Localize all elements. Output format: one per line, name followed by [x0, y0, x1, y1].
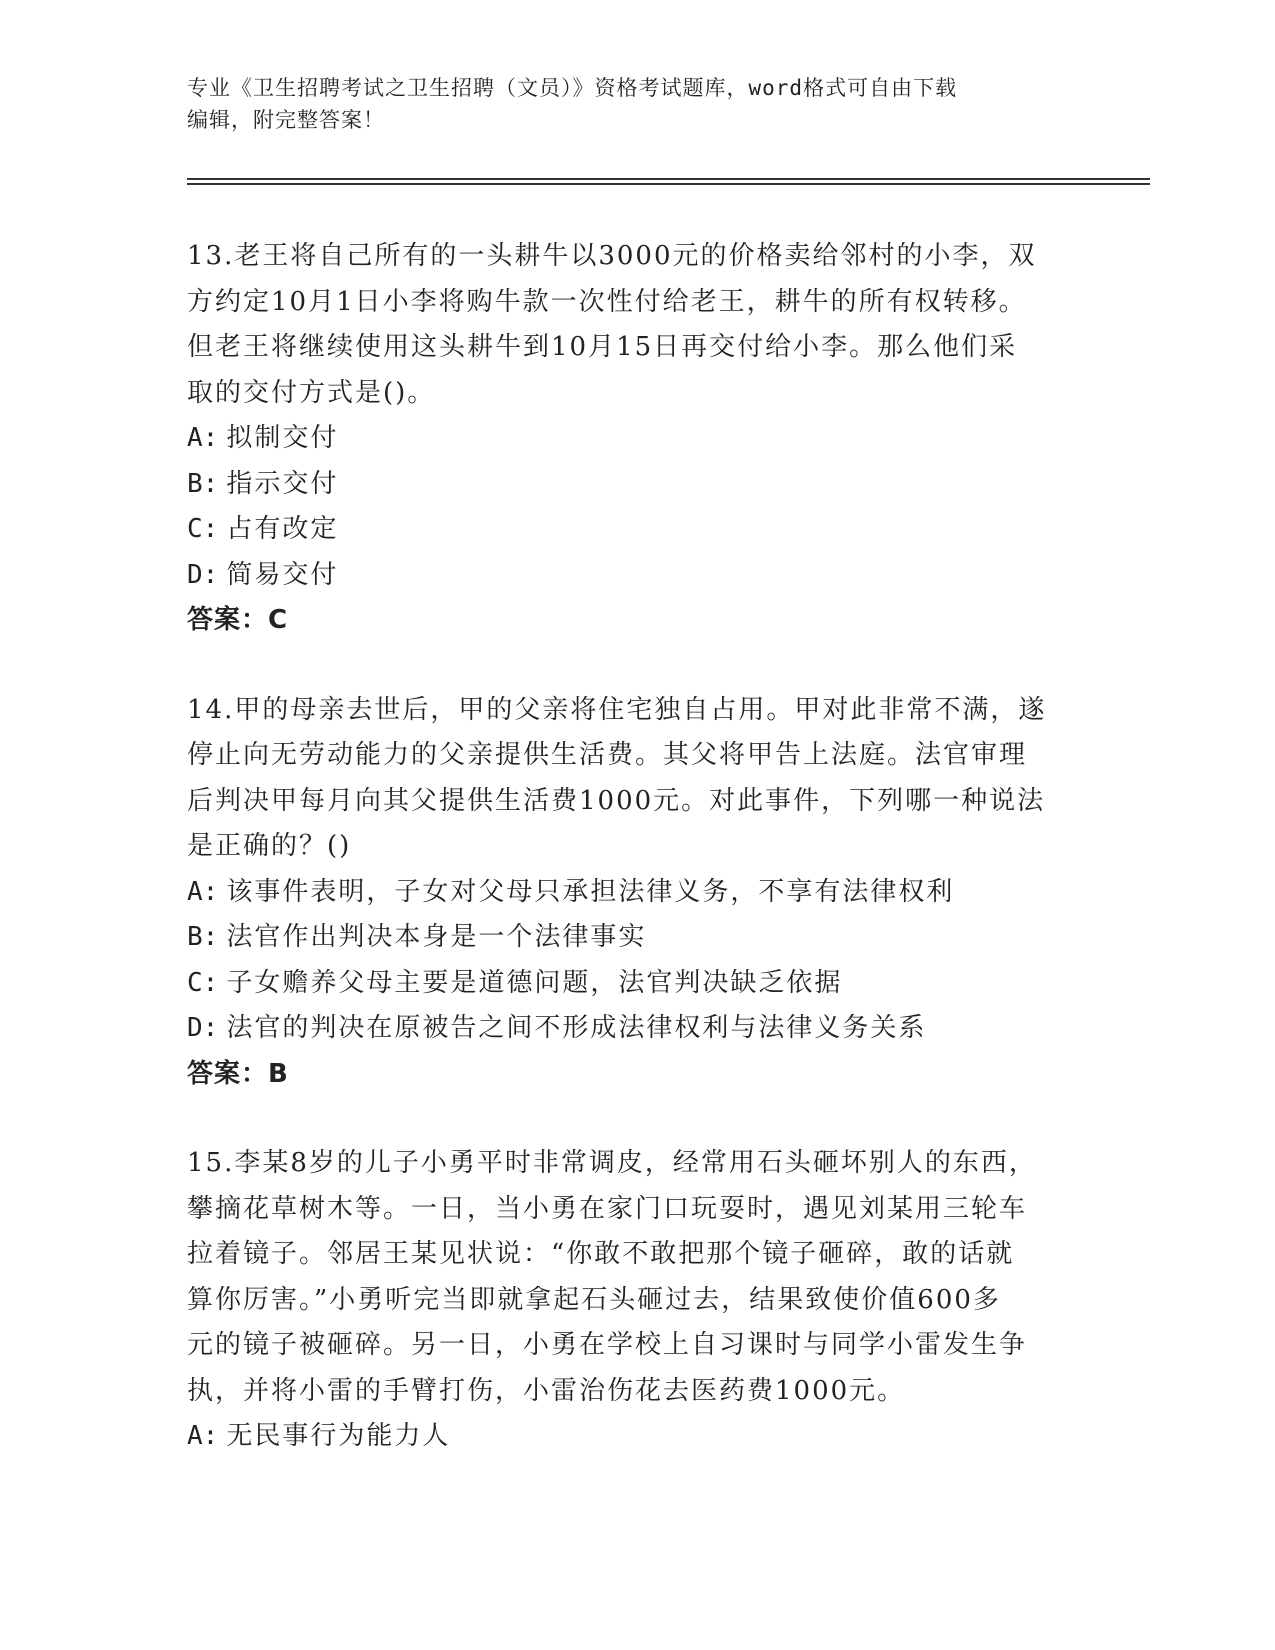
- question-text-line: 元的镜子被砸碎。另一日，小勇在学校上自习课时与同学小雷发生争: [187, 1330, 1028, 1360]
- option-d: [187, 1006, 1087, 1052]
- option-b: [187, 915, 1087, 961]
- option-c: [187, 507, 1087, 553]
- question-13: [187, 234, 1087, 644]
- question-text-line: 但老王将继续使用这头耕牛到10月15日再交付给小李。那么他们采: [187, 332, 1018, 362]
- question-text-line: 14.甲的母亲去世后，甲的父亲将住宅独自占用。甲对此非常不满，遂: [187, 694, 1047, 725]
- option-letter: C:: [187, 514, 219, 544]
- option-a: [187, 416, 1087, 462]
- header-divider-bottom: [187, 183, 1150, 185]
- question-text-line: 停止向无劳动能力的父亲提供生活费。其父将甲告上法庭。法官审理: [187, 740, 1028, 770]
- option-letter: A:: [187, 1421, 219, 1451]
- option-letter: D:: [187, 559, 219, 590]
- question-text-line: 方约定10月1日小李将购牛款一次性付给老王，耕牛的所有权转移。: [187, 286, 1027, 317]
- header-line-1: 专业《卫生招聘考试之卫生招聘（文员）》资格考试题库，word格式可自由下载: [187, 76, 958, 100]
- question-list: [187, 234, 1087, 1504]
- question-text-line: 拉着镜子。邻居王某见状说：“你敢不敢把那个镜子砸碎，敢的话就: [187, 1239, 1015, 1269]
- option-text: 简易交付: [226, 559, 339, 590]
- question-text-line: 算你厉害。”小勇听完当即就拿起石头砸过去，结果致使价值600多: [187, 1284, 1001, 1315]
- option-letter: C:: [187, 967, 219, 998]
- option-text: 法官作出判决本身是一个法律事实: [226, 922, 647, 952]
- option-d: [187, 553, 1087, 599]
- option-a: [187, 870, 1087, 916]
- option-text: 拟制交付: [226, 423, 339, 453]
- option-text: 该事件表明，子女对父母只承担法律义务，不享有法律权利: [226, 876, 955, 907]
- question-text-line: 执，并将小雷的手臂打伤，小雷治伤花去医药费1000元。: [187, 1375, 906, 1406]
- option-text: 无民事行为能力人: [226, 1421, 451, 1451]
- header-divider-top: [187, 178, 1150, 180]
- question-text-line: 后判决甲每月向其父提供生活费1000元。对此事件，下列哪一种说法: [187, 785, 1046, 816]
- option-letter: B:: [187, 922, 219, 952]
- question-15: [187, 1141, 1087, 1460]
- option-letter: A:: [187, 876, 219, 907]
- option-c: [187, 961, 1087, 1007]
- option-b: [187, 462, 1087, 508]
- option-text: 法官的判决在原被告之间不形成法律权利与法律义务关系: [226, 1013, 927, 1043]
- question-text-line: 13.老王将自己所有的一头耕牛以3000元的价格卖给邻村的小李，双: [187, 241, 1037, 271]
- option-a: [187, 1414, 1087, 1460]
- question-text-line: 攀摘花草树木等。一日，当小勇在家门口玩耍时，遇见刘某用三轮车: [187, 1193, 1028, 1224]
- question-14: [187, 688, 1087, 1098]
- option-letter: A:: [187, 423, 219, 453]
- document-header: [187, 72, 1087, 136]
- answer: 答案：B: [187, 1058, 289, 1089]
- option-text: 占有改定: [226, 514, 339, 544]
- answer: 答案：C: [187, 605, 289, 635]
- question-text-line: 取的交付方式是()。: [187, 377, 436, 408]
- option-text: 指示交付: [226, 468, 339, 499]
- option-letter: D:: [187, 1013, 219, 1043]
- question-text-line: 是正确的？(): [187, 831, 352, 861]
- header-line-2: 编辑，附完整答案！: [187, 108, 385, 132]
- option-letter: B:: [187, 468, 219, 499]
- question-text-line: 15.李某8岁的儿子小勇平时非常调皮，经常用石头砸坏别人的东西，: [187, 1148, 1037, 1178]
- option-text: 子女赡养父母主要是道德问题，法官判决缺乏依据: [226, 967, 843, 998]
